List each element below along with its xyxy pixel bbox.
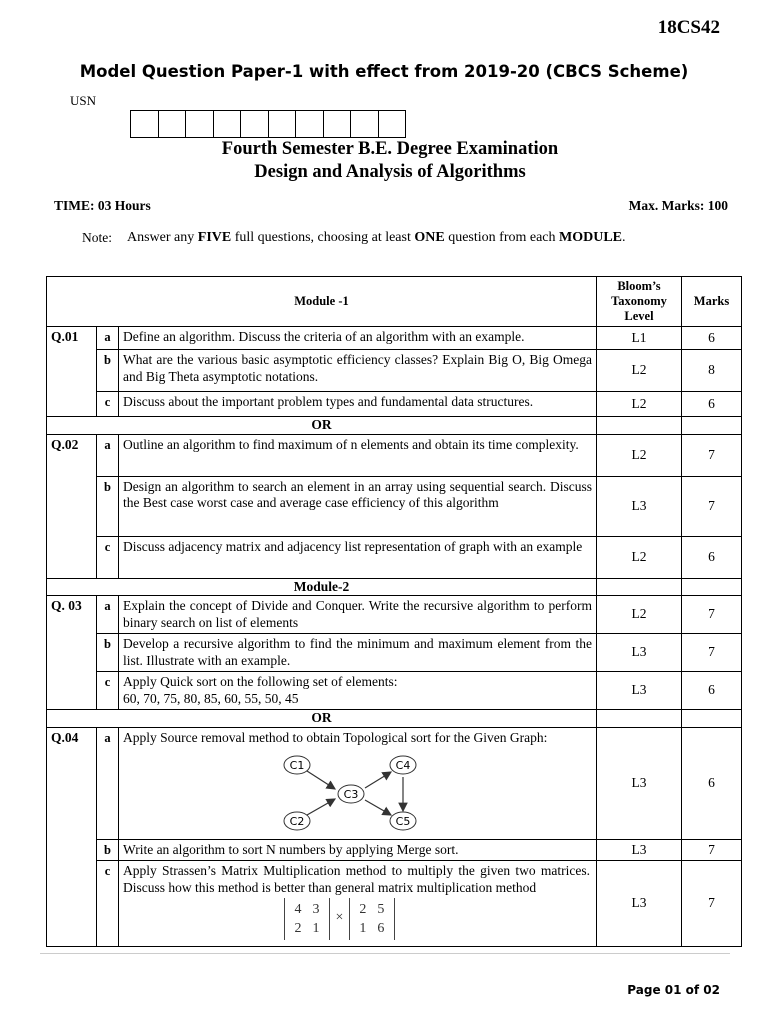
question-text [119,672,597,710]
node-label: C2 [289,814,305,828]
usn-boxes [130,110,406,138]
topological-graph [281,755,431,831]
graph-node [338,785,364,803]
question-number: Q.01 [47,327,97,417]
matrix-b [349,898,395,940]
blooms-level: L3 [597,634,682,672]
blooms-level: L2 [597,434,682,476]
question-table [46,276,742,947]
sub-question-letter: b [97,350,119,392]
question-number: Q.02 [47,434,97,578]
matrix-cell: 5 [377,902,385,917]
multiply-operator: × [335,910,344,925]
module-1-header: Module -1 [47,277,597,327]
sub-question-letter: a [97,596,119,634]
blooms-level: L1 [597,327,682,350]
graph-edge [307,771,335,789]
matrix-cell: 1 [359,921,367,936]
question-marks: 7 [682,596,742,634]
matrix-cell: 1 [312,921,320,936]
page-number: Page 01 of 02 [627,983,720,997]
node-label: C5 [395,814,411,828]
question-text: Write an algorithm to sort N numbers by applying Merge sort. [119,839,597,861]
question-marks: 7 [682,476,742,536]
graph-edge [365,800,391,815]
question-text: Outline an algorithm to find maximum of n elements and obtain its time complexity. [119,434,597,476]
paper-title: Model Question Paper-1 with effect from 2019-20 (CBCS Scheme) [79,62,689,81]
blooms-level: L3 [597,839,682,861]
usn-box [186,110,214,138]
course-code: 18CS42 [657,17,720,38]
sub-question-letter: c [97,392,119,417]
question-text: Design an algorithm to search an element in an array using sequential search. Discuss the Best case worst case and average case efficiency of this algorithm [119,476,597,536]
node-label: C4 [395,758,411,772]
question-marks: 7 [682,861,742,947]
quick-sort-elements: 60, 70, 75, 80, 85, 60, 55, 50, 45 [123,690,299,706]
question-text-line: Apply Source removal method to obtain Topological sort for the Given Graph: [123,729,548,745]
sub-question-letter: c [97,672,119,710]
note-label: Note: [82,230,112,245]
question-marks: 8 [682,350,742,392]
usn-box [130,110,159,138]
question-marks: 7 [682,839,742,861]
blooms-level: L3 [597,672,682,710]
matrix-cell: 2 [294,921,302,936]
exam-title: Fourth Semester B.E. Degree Examination [221,139,559,159]
question-marks: 6 [682,536,742,578]
usn-box [269,110,297,138]
marks-header: Marks [682,277,742,327]
usn-box [214,110,242,138]
usn-box [379,110,407,138]
question-marks: 6 [682,672,742,710]
note-text: Answer any FIVE full questions, choosing at least ONE question from each MODULE. [127,230,626,245]
graph-edge [365,772,391,788]
max-marks: Max. Marks: 100 [628,198,728,213]
question-text: What are the various basic asymptotic efficiency classes? Explain Big O, Big Omega and Big Theta asymptotic notations. [119,350,597,392]
usn-box [241,110,269,138]
question-marks: 6 [682,392,742,417]
question-marks: 7 [682,434,742,476]
node-label: C1 [289,758,305,772]
blooms-level: L2 [597,350,682,392]
usn-box [296,110,324,138]
exam-time: TIME: 03 Hours [54,198,151,213]
sub-question-letter: b [97,634,119,672]
question-marks: 7 [682,634,742,672]
graph-node [390,812,416,830]
sub-question-letter: a [97,327,119,350]
module-2-header: Module-2 [47,578,597,596]
question-text [119,861,597,947]
matrix-expression [284,898,395,940]
node-label: C3 [343,787,359,801]
graph-node [390,756,416,774]
usn-box [351,110,379,138]
subject-title: Design and Analysis of Algorithms [254,162,526,182]
blooms-level: L3 [597,727,682,839]
question-text: Define an algorithm. Discuss the criteria of an algorithm with an example. [119,327,597,350]
matrix-cell: 3 [312,902,320,917]
usn-box [324,110,352,138]
sub-question-letter: b [97,839,119,861]
question-text-line: Apply Quick sort on the following set of elements: [123,674,398,689]
sub-question-letter: a [97,727,119,839]
blooms-level: L3 [597,476,682,536]
sub-question-letter: b [97,476,119,536]
graph-edge [307,799,335,815]
or-separator: OR [47,710,597,728]
footer-divider [40,953,730,954]
usn-box [159,110,187,138]
usn-label: USN [70,93,97,108]
question-text: Explain the concept of Divide and Conquer. Write the recursive algorithm to perform binary search on list of elements [119,596,597,634]
graph-node [284,812,310,830]
question-text [119,727,597,839]
blooms-level: L2 [597,392,682,417]
blooms-level: L2 [597,596,682,634]
sub-question-letter: a [97,434,119,476]
question-text: Discuss adjacency matrix and adjacency list representation of graph with an example [119,536,597,578]
question-marks: 6 [682,327,742,350]
sub-question-letter: c [97,536,119,578]
graph-node [284,756,310,774]
question-text: Discuss about the important problem types and fundamental data structures. [119,392,597,417]
question-number: Q. 03 [47,596,97,710]
blooms-level: L3 [597,861,682,947]
question-text: Develop a recursive algorithm to find the minimum and maximum element from the list. Illustrate with an example. [119,634,597,672]
matrix-cell: 4 [294,902,302,917]
blooms-level: L2 [597,536,682,578]
question-marks: 6 [682,727,742,839]
matrix-cell: 2 [359,902,367,917]
matrix-a [284,898,330,940]
matrix-cell: 6 [377,921,385,936]
question-number: Q.04 [47,727,97,947]
blooms-header: Bloom’s Taxonomy Level [597,277,682,327]
sub-question-letter: c [97,861,119,947]
or-separator: OR [47,417,597,435]
question-text-line: Apply Strassen’s Matrix Multiplication method to multiply the given two matrices. Discuss how this method is better than general matrix multiplication method [123,863,590,895]
